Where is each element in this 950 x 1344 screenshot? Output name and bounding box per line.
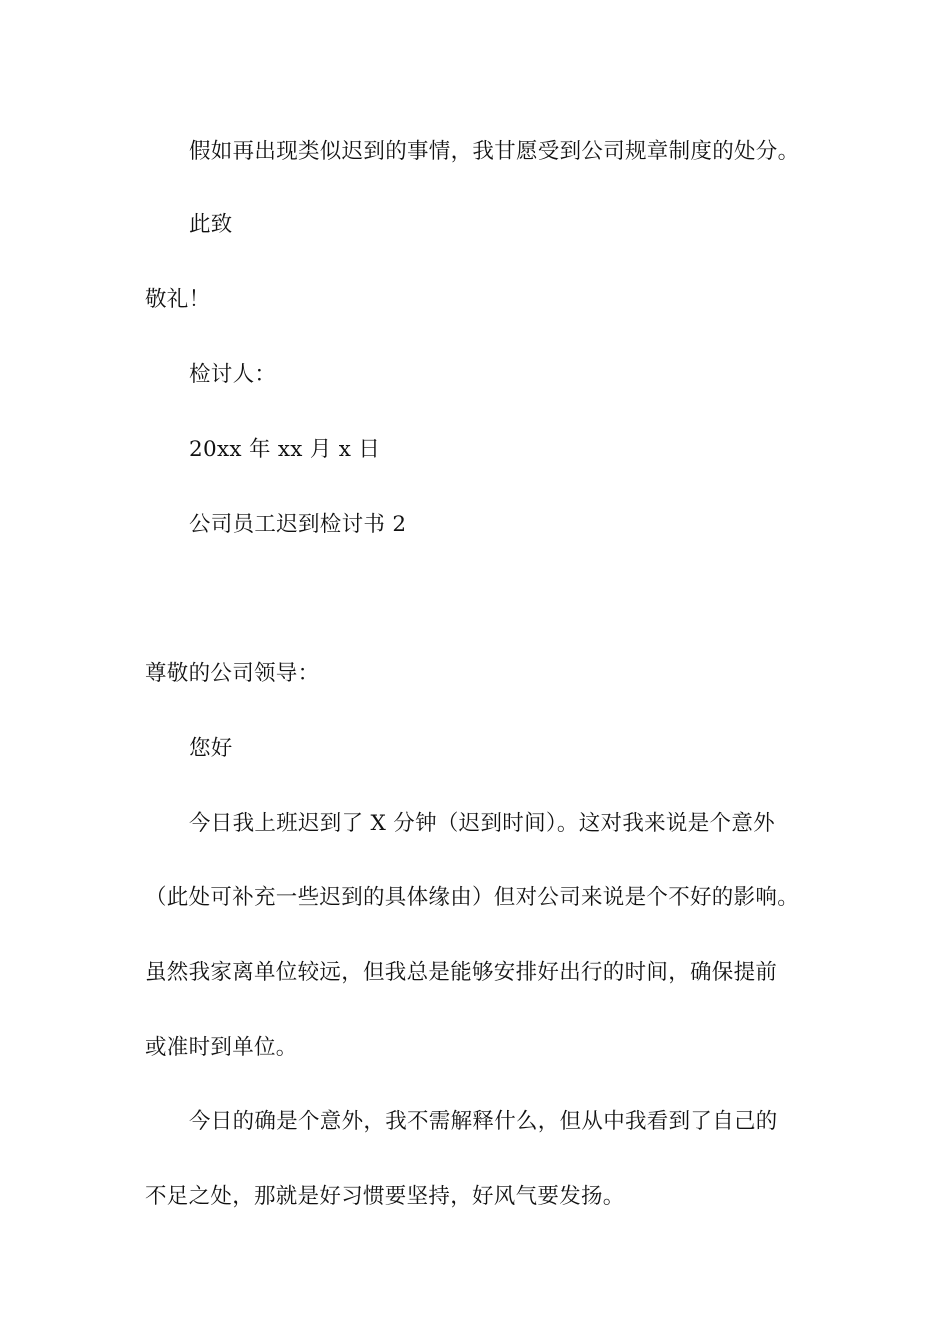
paragraph-line: 假如再出现类似迟到的事情，我甘愿受到公司规章制度的处分。 xyxy=(189,139,800,164)
paragraph-line: 今日的确是个意外，我不需解释什么，但从中我看到了自己的 xyxy=(189,1109,778,1134)
closing-salutation: 此致 xyxy=(189,212,233,237)
paragraph-line: 不足之处，那就是好习惯要坚持，好风气要发扬。 xyxy=(145,1184,625,1209)
closing-regards: 敬礼！ xyxy=(145,287,211,312)
paragraph-line: （此处可补充一些迟到的具体缘由）但对公司来说是个不好的影响。 xyxy=(145,885,800,910)
paragraph-line: 今日我上班迟到了 X 分钟（迟到时间）。这对我来说是个意外 xyxy=(189,811,775,836)
signature-label: 检讨人： xyxy=(189,362,277,387)
date-line: 20xx 年 xx 月 x 日 xyxy=(189,437,381,462)
paragraph-line: 或准时到单位。 xyxy=(145,1035,298,1060)
section-title: 公司员工迟到检讨书 2 xyxy=(189,512,407,537)
paragraph-line: 虽然我家离单位较远，但我总是能够安排好出行的时间，确保提前 xyxy=(145,960,778,985)
greeting-recipient: 尊敬的公司领导： xyxy=(145,661,320,686)
greeting: 您好 xyxy=(189,736,233,761)
